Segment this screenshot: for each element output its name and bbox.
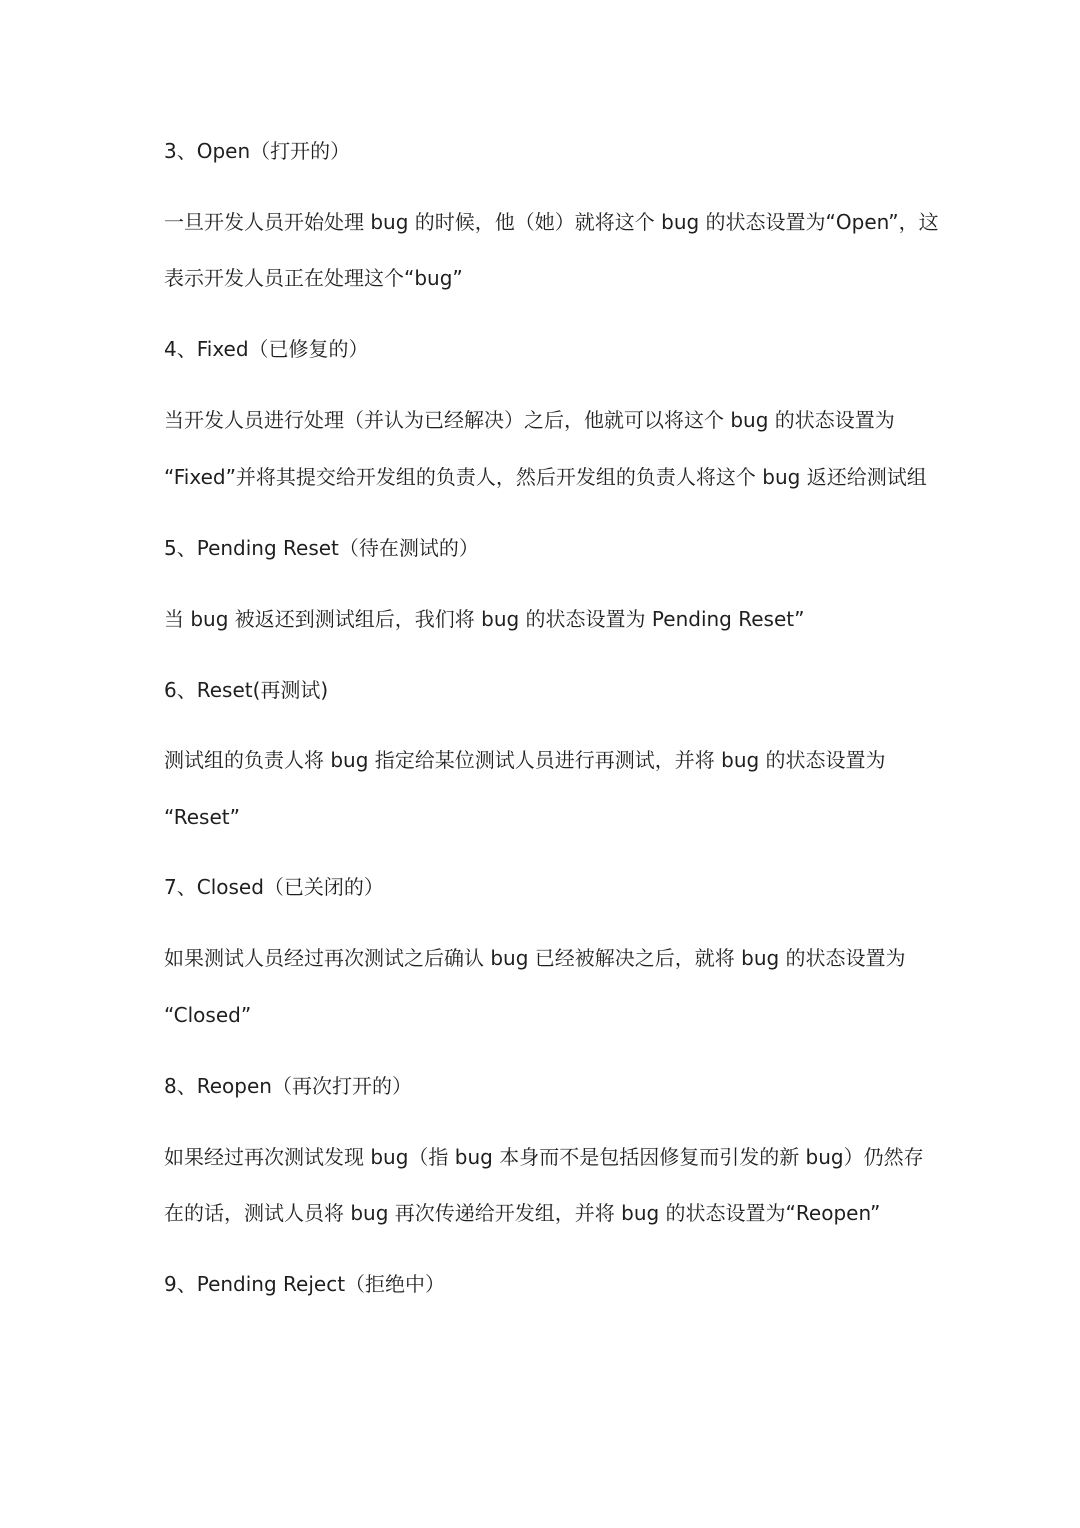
section-heading-reopen: 8、Reopen（再次打开的）	[164, 1074, 412, 1098]
paragraph-closed-line-2: “Closed”	[164, 1003, 252, 1027]
paragraph-closed-line-1: 如果测试人员经过再次测试之后确认 bug 已经被解决之后，就将 bug 的状态设置为	[164, 946, 906, 970]
section-heading-pending-reset: 5、Pending Reset（待在测试的）	[164, 536, 479, 560]
paragraph-fixed-line-1: 当开发人员进行处理（并认为已经解决）之后，他就可以将这个 bug 的状态设置为	[164, 408, 895, 432]
paragraph-fixed-line-2: “Fixed”并将其提交给开发组的负责人，然后开发组的负责人将这个 bug 返还给测试组	[164, 465, 927, 489]
section-heading-pending-reject: 9、Pending Reject（拒绝中）	[164, 1272, 446, 1296]
section-heading-reset: 6、Reset(再测试)	[164, 678, 329, 702]
paragraph-reset-line-2: “Reset”	[164, 805, 240, 829]
paragraph-open-line-1: 一旦开发人员开始处理 bug 的时候，他（她）就将这个 bug 的状态设置为“Open”，这	[164, 210, 939, 234]
paragraph-reset-line-1: 测试组的负责人将 bug 指定给某位测试人员进行再测试，并将 bug 的状态设置为	[164, 748, 886, 772]
paragraph-reopen-line-1: 如果经过再次测试发现 bug（指 bug 本身而不是包括因修复而引发的新 bug）仍然存	[164, 1145, 924, 1169]
section-heading-closed: 7、Closed（已关闭的）	[164, 875, 384, 899]
paragraph-reopen-line-2: 在的话，测试人员将 bug 再次传递给开发组，并将 bug 的状态设置为“Reopen”	[164, 1201, 881, 1225]
section-heading-open: 3、Open（打开的）	[164, 139, 351, 163]
paragraph-open-line-2: 表示开发人员正在处理这个“bug”	[164, 266, 463, 290]
section-heading-fixed: 4、Fixed（已修复的）	[164, 337, 369, 361]
paragraph-pending-reset-line-1: 当 bug 被返还到测试组后，我们将 bug 的状态设置为 Pending Reset”	[164, 607, 805, 631]
